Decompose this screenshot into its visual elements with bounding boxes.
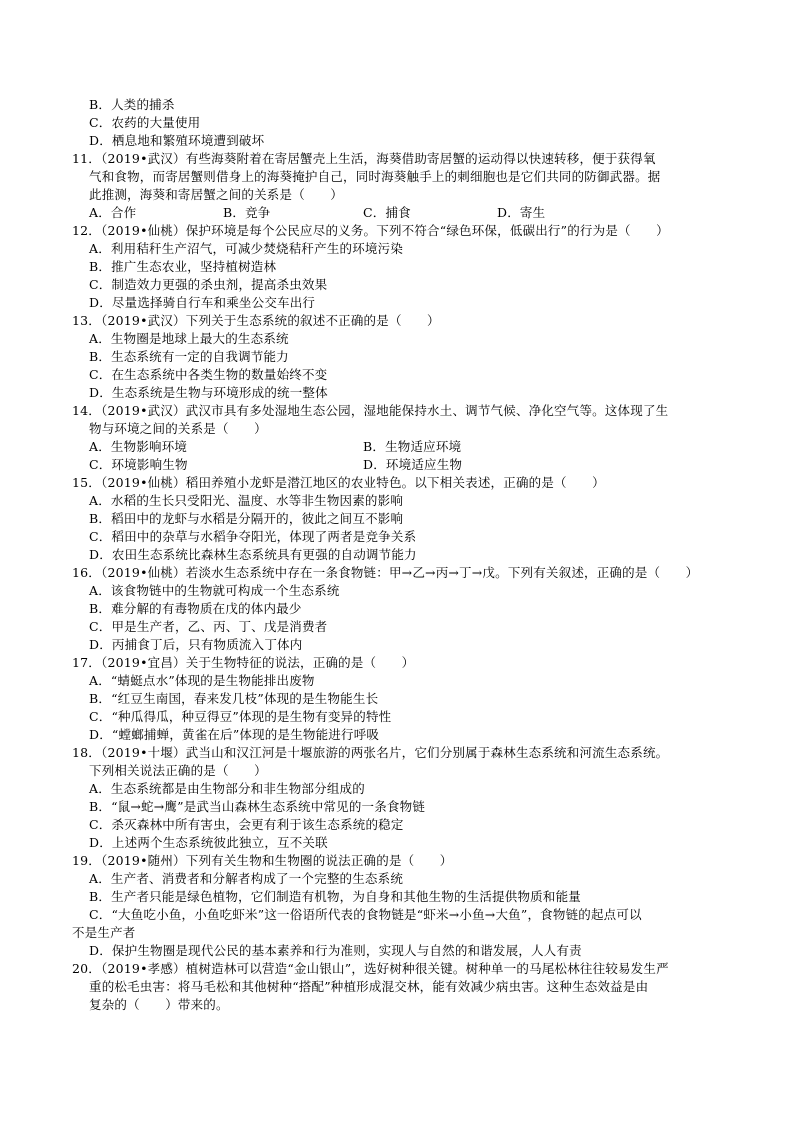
question-18-stem: 18．（2019•十堰）武当山和汉江河是十堰旅游的两张名片，它们分别属于森林生态系统和河流生态系统。: [72, 745, 669, 760]
q12-option-d: D．尽量选择骑自行车和乘坐公交车出行: [89, 295, 316, 310]
q11-option-c: C．捕食: [363, 205, 411, 220]
q13-option-c: C．在生态系统中各类生物的数量始终不变: [89, 367, 328, 382]
q16-option-a: A．该食物链中的生物就可构成一个生态系统: [89, 583, 340, 598]
question-20-stem-cont: 重的松毛虫害：将马毛松和其他树种“搭配”种植形成混交林，能有效减少病虫害。这种生态效益是由: [89, 979, 649, 994]
question-20-stem: 20．（2019•孝感）植树造林可以营造“金山银山”，选好树种很关键。树种单一的马尾松林往往较易发生严: [72, 961, 669, 976]
q19-option-c: C．“大鱼吃小鱼，小鱼吃虾米”这一俗语所代表的食物链是“虾米→小鱼→大鱼”，食物链的起点可以: [89, 907, 642, 922]
question-11-stem-cont: 气和食物，而寄居蟹则借身上的海葵掩护自己，同时海葵触手上的刺细胞也是它们共同的防御武器。据: [89, 169, 661, 184]
q15-option-a: A．水稻的生长只受阳光、温度、水等非生物因素的影响: [89, 493, 404, 508]
q16-option-c: C．甲是生产者，乙、丙、丁、戊是消费者: [89, 619, 328, 634]
question-11-stem: 11．（2019•武汉）有些海葵附着在寄居蟹壳上生活，海葵借助寄居蟹的运动得以快速转移，便于获得氧: [72, 151, 656, 166]
q11-option-a: A．合作: [89, 205, 137, 220]
q13-option-b: B．生态系统有一定的自我调节能力: [89, 349, 289, 364]
q17-option-a: A．“蜻蜓点水”体现的是生物能排出废物: [89, 673, 315, 688]
question-15-stem: 15．（2019•仙桃）稻田养殖小龙虾是潜江地区的农业特色。以下相关表述，正确的是（ ）: [72, 475, 605, 490]
q12-option-a: A．利用秸秆生产沼气，可减少焚烧秸秆产生的环境污染: [89, 241, 404, 256]
question-20-stem-cont: 复杂的（ ）带来的。: [89, 997, 229, 1012]
q14-option-a: A．生物影响环境: [89, 439, 188, 454]
question-17-stem: 17．（2019•宜昌）关于生物特征的说法，正确的是（ ）: [72, 655, 415, 670]
q19-option-d: D．保护生物圈是现代公民的基本素养和行为准则，实现人与自然的和谐发展，人人有责: [89, 943, 582, 958]
q16-option-b: B．难分解的有毒物质在戊的体内最少: [89, 601, 302, 616]
q11-option-d: D．寄生: [497, 205, 546, 220]
q15-option-c: C．稻田中的杂草与水稻争夺阳光，体现了两者是竞争关系: [89, 529, 417, 544]
q14-option-d: D．环境适应生物: [363, 457, 463, 472]
q13-option-a: A．生物圈是地球上最大的生态系统: [89, 331, 289, 346]
q14-option-c: C．环境影响生物: [89, 457, 188, 472]
question-19-stem: 19．（2019•随州）下列有关生物和生物圈的说法正确的是（ ）: [72, 853, 453, 868]
q17-option-d: D．“螳螂捕蝉，黄雀在后”体现的是生物能进行呼吸: [89, 727, 380, 742]
q17-option-b: B．“红豆生南国，春来发几枝”体现的是生物能生长: [89, 691, 379, 706]
q19-option-c-cont: 不是生产者: [72, 925, 136, 940]
question-16-stem: 16．（2019•仙桃）若淡水生态系统中存在一条食物链：甲→乙→丙→丁→戊。下列有关叙述，正确的是（ ）: [72, 565, 699, 580]
q17-option-c: C．“种瓜得瓜，种豆得豆”体现的是生物有变异的特性: [89, 709, 392, 724]
q19-option-a: A．生产者、消费者和分解者构成了一个完整的生态系统: [89, 871, 404, 886]
question-13-stem: 13．（2019•武汉）下列关于生态系统的叙述不正确的是（ ）: [72, 313, 440, 328]
q16-option-d: D．丙捕食丁后，只有物质流入丁体内: [89, 637, 303, 652]
q18-option-a: A．生态系统都是由生物部分和非生物部分组成的: [89, 781, 365, 796]
q15-option-d: D．农田生态系统比森林生态系统具有更强的自动调节能力: [89, 547, 417, 562]
q18-option-c: C．杀灭森林中所有害虫，会更有利于该生态系统的稳定: [89, 817, 404, 832]
q15-option-b: B．稻田中的龙虾与水稻是分隔开的，彼此之间互不影响: [89, 511, 404, 526]
q14-option-b: B．生物适应环境: [363, 439, 462, 454]
question-14-stem-cont: 物与环境之间的关系是（ ）: [89, 421, 267, 436]
q18-option-d: D．上述两个生态系统彼此独立，互不关联: [89, 835, 328, 850]
q18-option-b: B．“鼠→蛇→鹰”是武当山森林生态系统中常见的一条食物链: [89, 799, 426, 814]
q12-option-b: B．推广生态农业，坚持植树造林: [89, 259, 277, 274]
question-18-stem-cont: 下列相关说法正确的是（ ）: [89, 763, 267, 778]
q13-option-d: D．生态系统是生物与环境形成的统一整体: [89, 385, 328, 400]
q19-option-b: B．生产者只能是绿色植物，它们制造有机物，为自身和其他生物的生活提供物质和能量: [89, 889, 581, 904]
q11-option-b: B．竞争: [223, 205, 271, 220]
question-12-stem: 12．（2019•仙桃）保护环境是每个公民应尽的义务。下列不符合“绿色环保，低碳出行”的行为是（ ）: [72, 223, 669, 238]
q10-option-c: C．农药的大量使用: [89, 115, 201, 130]
q10-option-b: B．人类的捕杀: [89, 97, 175, 112]
question-14-stem: 14．（2019•武汉）武汉市具有多处湿地生态公园，湿地能保持水土、调节气候、净化空气等。这体现了生: [72, 403, 669, 418]
q12-option-c: C．制造效力更强的杀虫剂，提高杀虫效果: [89, 277, 328, 292]
q10-option-d: D．栖息地和繁殖环境遭到破坏: [89, 133, 265, 148]
question-11-stem-cont: 此推测，海葵和寄居蟹之间的关系是（ ）: [89, 187, 344, 202]
